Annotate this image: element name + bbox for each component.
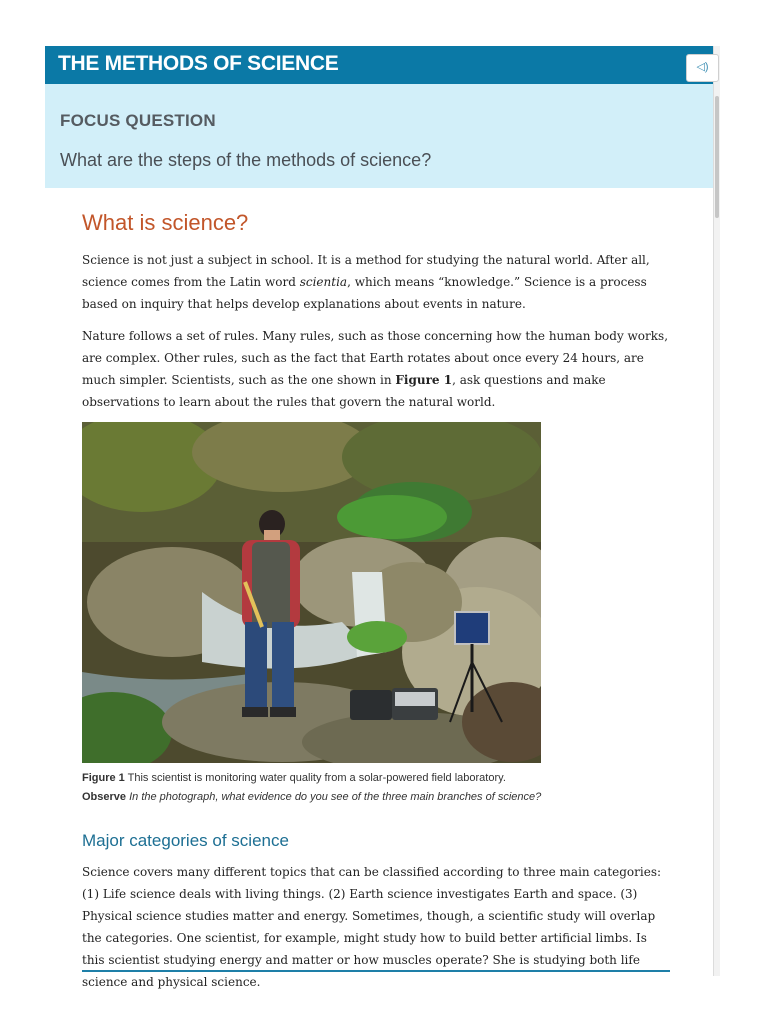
section-heading: What is science? (82, 210, 249, 235)
audio-button[interactable] (686, 54, 719, 82)
speaker-icon: ◁) (696, 61, 709, 73)
page-title: THE METHODS OF SCIENCE (58, 52, 339, 75)
scrollbar[interactable] (713, 46, 720, 976)
paragraph: Science covers many different topics that can be classified according to three main categories: (1) Life science deals with living things. (2) Earth science investigates Earth and space. (3) Physical science studies matter and energy. Sometimes, though, a scientific study will overlap the categories. One scientist, for example, might study how to build better artificial limbs. Is this scientist studying energy and matter or how muscles operate? She is studying both life science and physical science. (82, 865, 662, 989)
scientist-stream-photo (82, 422, 541, 763)
figure-photo (82, 422, 541, 763)
header-bar (45, 46, 713, 84)
section-what-is-science (82, 210, 672, 423)
focus-question-text: What are the steps of the methods of science? (60, 150, 432, 170)
divider (82, 970, 670, 972)
focus-label: FOCUS QUESTION (60, 111, 216, 130)
section-major-categories (82, 831, 672, 1003)
figure-caption (82, 769, 682, 807)
scrollbar-thumb[interactable] (715, 96, 719, 218)
section-heading: Major categories of science (82, 831, 289, 850)
figure-reference[interactable]: Figure 1 (395, 373, 453, 387)
observe-label: Observe (82, 791, 127, 803)
paragraph: Science is not just a subject in school. It is a method for studying the natural world. After all, science comes from the Latin word scientia, which means “knowledge.” Science is a process based on inquiry that helps develop explanations about events in nature. (82, 253, 650, 311)
latin-term: scientia (299, 275, 348, 289)
figure-label: Figure 1 (82, 772, 125, 784)
paragraph: Nature follows a set of rules. Many rules, such as those concerning how the human body works, are complex. Other rules, such as the fact that Earth rotates about once every 24 hours, are much simpler. Scientists, such as the one shown in Figure 1, ask questions and make observations to learn about the rules that govern the natural world. (82, 329, 669, 409)
caption-line: Figure 1 This scientist is monitoring water quality from a solar-powered field laboratory. (82, 772, 506, 784)
observe-line: Observe In the photograph, what evidence do you see of the three main branches of science? (82, 791, 542, 803)
focus-question-box (45, 84, 713, 188)
